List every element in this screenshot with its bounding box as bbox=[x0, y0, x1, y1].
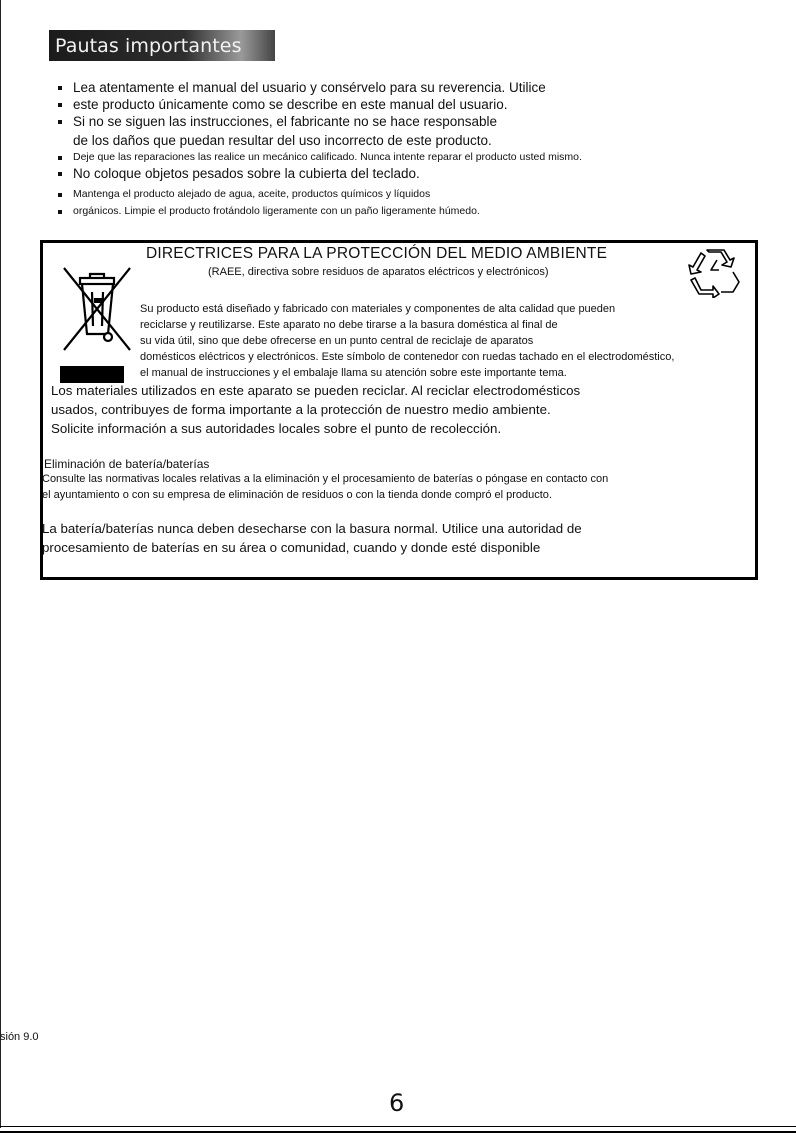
guideline-text: Mantenga el producto alejado de agua, aceite, productos químicos y líquidos bbox=[73, 188, 431, 200]
bullet-icon bbox=[58, 120, 62, 124]
recycle-icon bbox=[687, 248, 743, 298]
battery-disposal-title: Eliminación de batería/baterías bbox=[44, 457, 210, 471]
battery-paragraph-line: el ayuntamiento o con su empresa de eliminación de residuos o con la tienda donde compró el producto. bbox=[42, 489, 552, 501]
crossed-out-wheelie-bin-icon bbox=[62, 266, 132, 354]
guideline-text: No coloque objetos pesados sobre la cubierta del teclado. bbox=[73, 166, 420, 181]
redaction-bar bbox=[60, 366, 124, 383]
environment-paragraph-line: domésticos eléctricos y electrónicos. Este símbolo de contenedor con ruedas tachado en el electrodoméstico, bbox=[140, 351, 675, 363]
environment-paragraph-line: el manual de instrucciones y el embalaje llama su atención sobre este importante tema. bbox=[140, 367, 567, 379]
guideline-text: Si no se siguen las instrucciones, el fabricante no se hace responsable bbox=[73, 114, 498, 129]
footer-rule bbox=[0, 1126, 796, 1127]
page-left-edge bbox=[0, 0, 1, 1128]
guideline-text: Deje que las reparaciones las realice un mecánico calificado. Nunca intente reparar el producto usted mismo. bbox=[73, 151, 582, 163]
guideline-text: Lea atentamente el manual del usuario y consérvelo para su reverencia. Utilice bbox=[73, 80, 546, 95]
environment-subtitle: (RAEE, directiva sobre residuos de aparatos eléctricos y electrónicos) bbox=[208, 266, 549, 278]
environment-paragraph-line: Su producto está diseñado y fabricado con materiales y componentes de alta calidad que pueden bbox=[140, 303, 616, 315]
bullet-icon bbox=[58, 86, 62, 90]
guideline-text: orgánicos. Limpie el producto frotándolo ligeramente con un paño ligeramente húmedo. bbox=[73, 205, 480, 217]
version-label: sión 9.0 bbox=[0, 1031, 39, 1043]
environment-paragraph-line: usados, contribuyes de forma importante a la protección de nuestro medio ambiente. bbox=[51, 402, 551, 417]
section-heading-title: Pautas importantes bbox=[55, 35, 242, 57]
bullet-icon bbox=[58, 103, 62, 107]
environment-paragraph-line: reciclarse y reutilizarse. Este aparato no debe tirarse a la basura doméstica al final de bbox=[140, 319, 558, 331]
bullet-icon bbox=[58, 193, 62, 197]
environment-title: DIRECTRICES PARA LA PROTECCIÓN DEL MEDIO AMBIENTE bbox=[146, 245, 608, 262]
environment-paragraph-line: su vida útil, sino que debe ofrecerse en un punto central de reciclaje de aparatos bbox=[140, 335, 534, 347]
bullet-icon bbox=[58, 172, 62, 176]
battery-paragraph-line: procesamiento de baterías en su área o comunidad, cuando y donde esté disponible bbox=[42, 540, 541, 555]
environment-paragraph-line: Solicite información a sus autoridades locales sobre el punto de recolección. bbox=[51, 421, 502, 436]
page-number: 6 bbox=[389, 1089, 405, 1117]
bullet-icon bbox=[58, 210, 62, 214]
section-heading bbox=[49, 30, 275, 61]
bullet-icon bbox=[58, 156, 62, 160]
footer-rule bbox=[0, 1131, 796, 1133]
environment-paragraph-line: Los materiales utilizados en este aparato se pueden reciclar. Al reciclar electrodomésticos bbox=[51, 383, 581, 398]
battery-paragraph-line: La batería/baterías nunca deben desecharse con la basura normal. Utilice una autoridad de bbox=[42, 521, 582, 536]
guideline-text: este producto únicamente como se describe en este manual del usuario. bbox=[73, 97, 508, 112]
battery-paragraph-line: Consulte las normativas locales relativas a la eliminación y el procesamiento de baterías o póngase en contacto con bbox=[42, 473, 609, 485]
guideline-continuation: de los daños que puedan resultar del uso incorrecto de este producto. bbox=[73, 133, 492, 148]
